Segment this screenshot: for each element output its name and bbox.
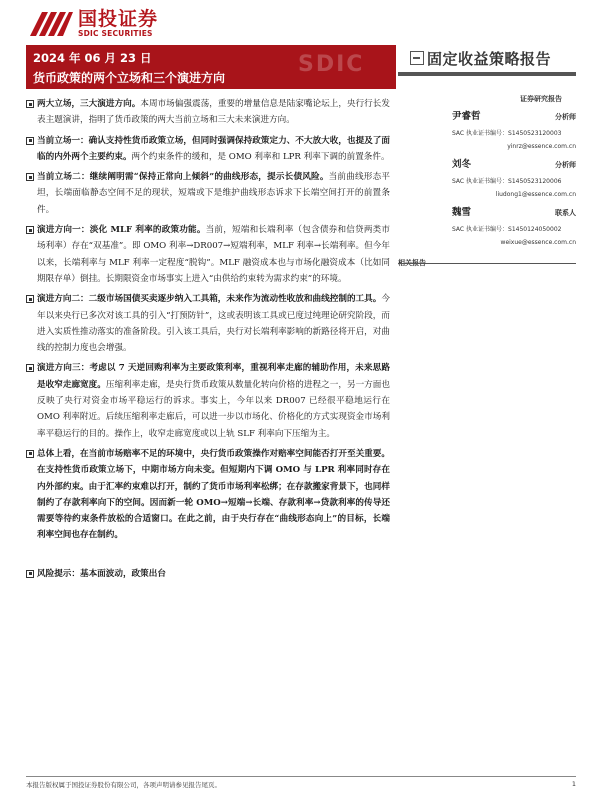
- analyst-name: 刘冬: [452, 159, 472, 170]
- summary-paragraph: [26, 222, 390, 287]
- summary-paragraph: [26, 291, 390, 356]
- page-number: 1: [571, 780, 576, 788]
- analyst-sac: SAC 执业证书编号：S1450523120006: [452, 178, 562, 185]
- logo-chinese-name: 国投证券: [78, 7, 159, 30]
- paragraph-lead: 总体上看，在当前市场赔率不足的环境中，央行货币政策操作对赔率空间能否打开至关重要。在支持性货币政策立场下，中期市场方向未变。但短期内下调 OMO 与 LPR 利率同时存在内外部约束。由于汇率约束难以打开，制约了货币市场利率松绑；在存款搬家背景下，也同样制约了存款利率向下的空间。因而新一轮 OMO→短端→长端、存款利率→贷款利率的传导还需要等待约束条件放松的合适窗口。在此之前，由于央行存在“曲线形态向上”的目标，长端利率空间也存在制约。: [37, 448, 390, 541]
- bullet-icon: [26, 450, 34, 458]
- summary-paragraph: [26, 360, 390, 441]
- paragraph-lead: 当前立场二：继续阐明需“保持正常向上倾斜”的曲线形态，提示长债风险。: [37, 172, 329, 183]
- report-type-divider: [398, 72, 576, 76]
- department-label: 证券研究报告: [520, 95, 562, 103]
- bullet-icon: [26, 570, 34, 578]
- report-title: 货币政策的两个立场和三个演进方向: [33, 71, 226, 85]
- analyst-email[interactable]: yinrz@essence.com.cn: [507, 143, 576, 150]
- logo-english-name: SDIC SECURITIES: [78, 28, 153, 38]
- summary-paragraph: [26, 169, 390, 218]
- related-reports: [398, 250, 576, 266]
- bullet-icon: [26, 226, 34, 234]
- report-type-heading: [410, 46, 578, 70]
- analyst-name: 尹睿哲: [452, 111, 481, 122]
- analyst-sac: SAC 执业证书编号：S1450523120003: [452, 130, 562, 137]
- bullet-icon: [26, 173, 34, 181]
- report-type-text: 固定收益策略报告: [427, 49, 552, 68]
- paragraph-lead: 演进方向三：考虑以 7 天逆回购利率为主要政策利率，重视利率走廊的辅助作用，未来思路是收窄走廊宽度。: [37, 363, 390, 390]
- analyst-role: 分析师: [555, 161, 576, 169]
- paragraph-lead: 两大立场，三大演进方向。: [37, 99, 141, 109]
- report-type-icon: [410, 51, 424, 65]
- paragraph-text: 两个约束条件的缓和，是 OMO 利率和 LPR 利率下调的前置条件。: [131, 151, 390, 162]
- risk-text: 基本面波动，政策出台: [79, 568, 166, 579]
- summary-paragraph: [26, 446, 390, 544]
- main-content: [26, 96, 390, 586]
- analyst-card: [452, 156, 576, 198]
- analyst-sac: SAC 执业证书编号：S1450124050002: [452, 226, 562, 233]
- bullet-icon: [26, 364, 34, 372]
- logo-mark-icon: [28, 8, 74, 38]
- page-footer: [26, 780, 576, 789]
- bullet-icon: [26, 295, 34, 303]
- paragraph-lead: 演进方向二：二级市场国债买卖逐步纳入工具箱，未来作为流动性收放和曲线控制的工具。: [37, 294, 382, 305]
- bullet-icon: [26, 100, 34, 108]
- analyst-card: [452, 204, 576, 246]
- bullet-icon: [26, 137, 34, 145]
- company-logo: [28, 6, 218, 40]
- paragraph-text: 当前，短端和长端利率（包含债券和信贷两类市场利率）存在“双基准”。即 OMO 利率→DR007→短端利率，MLF 利率→长端利率。但今年以来，长端利率与 MLF 利率一定程度“脱钩”。MLF 融资成本也与市场化融资成本（比如同期限存单）倒挂。长期限资金市场事实上进入“由供给约束转为需求约束”的环境。: [37, 225, 390, 284]
- paragraph-lead: 演进方向一：淡化 MLF 利率的政策功能。: [37, 225, 206, 236]
- analyst-email[interactable]: weixue@essence.com.cn: [500, 239, 576, 246]
- paragraph-lead: 当前立场一：确认支持性货币政策立场，但同时强调保持政策定力、不大放大收，也提及了面临的内外两个主要约束。: [37, 135, 390, 162]
- report-date: 2024 年 06 月 23 日: [33, 51, 152, 65]
- paragraph-text: 今年以来央行已多次对该工具的引入“打预防针”，这或表明该工具或已度过纯理论研究阶段，而进入实质性推动落实的准备阶段。引入该工具后，央行对长端利率影响的新路径将开启，对曲线的控制力度也会增强。: [37, 294, 390, 354]
- paragraph-text: 当前曲线形态平坦，长端面临静态空间不足的现状，短端或下是维护曲线形态诉求下长端空间打开的前置条件。: [37, 172, 390, 215]
- summary-paragraph: [26, 96, 390, 129]
- analyst-role: 联系人: [555, 209, 576, 217]
- banner-watermark: SDIC: [298, 52, 365, 77]
- summary-paragraph: [26, 133, 390, 166]
- footer-divider: [26, 776, 576, 777]
- analyst-name: 魏雪: [452, 207, 472, 218]
- related-reports-divider: [398, 263, 576, 264]
- risk-warning: [26, 566, 390, 582]
- title-banner: [26, 45, 396, 89]
- analyst-email[interactable]: liudong1@essence.com.cn: [495, 191, 576, 198]
- analyst-card: [452, 108, 576, 150]
- risk-label: 风险提示：: [37, 568, 80, 579]
- paragraph-text: 本周市场偏强震荡，重要的增量信息是陆家嘴论坛上，央行行长发表主题演讲，指明了货币政策的两大当前立场和三大未来演进方向。: [37, 99, 390, 126]
- copyright-notice: 本报告版权属于国投证券股份有限公司，各项声明请参见报告尾页。: [26, 781, 221, 789]
- analyst-role: 分析师: [555, 113, 576, 121]
- paragraph-text: 压缩利率走廊，是央行货币政策从数量化转向价格的进程之一，另一方面也反映了央行对资金市场平稳运行的诉求。事实上，今年以来 DR007 已经很平稳地运行在 OMO 利率附近。后续压缩利率走廊后，可以进一步以市场化、价格化的方式实现资金市场利率平稳运行的目的。操作上，收窄走廊宽度或以上轨 SLF 利率向下压缩为主。: [37, 379, 390, 439]
